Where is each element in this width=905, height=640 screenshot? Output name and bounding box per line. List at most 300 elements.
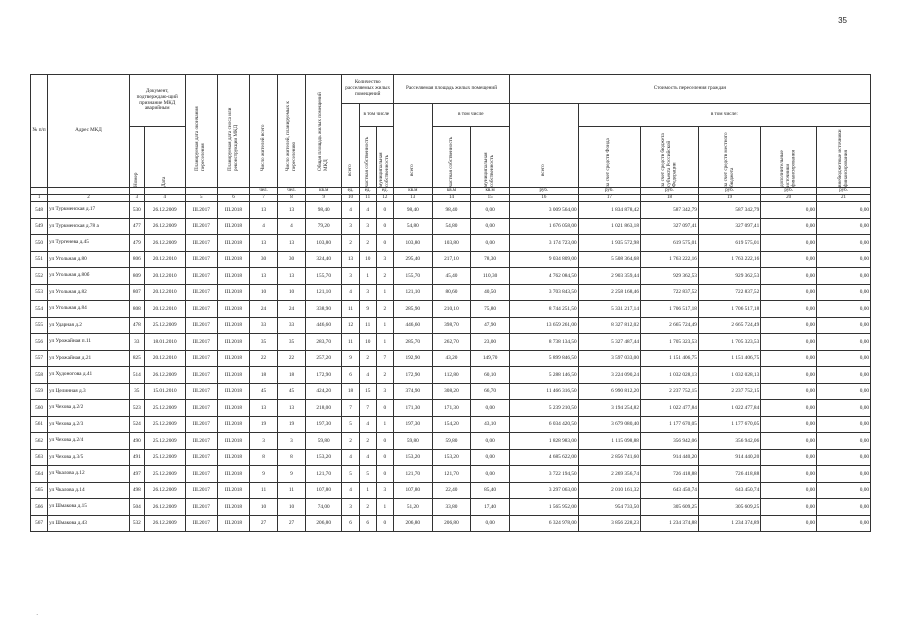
- table-cell: 25.12.2009: [144, 317, 185, 334]
- table-cell: 643 450,74: [640, 482, 698, 499]
- table-cell: 1: [359, 482, 376, 499]
- table-cell: 3 224 090,24: [578, 367, 640, 384]
- table-cell: 0,00: [817, 251, 871, 268]
- table-cell: 3: [359, 218, 376, 235]
- table-cell: 0,00: [761, 284, 817, 301]
- column-number-cell: 17: [578, 195, 640, 202]
- rooms-municipal-label: муниципальная собственность: [378, 152, 390, 187]
- table-row: [31, 499, 871, 516]
- table-cell: 171,30: [393, 400, 432, 417]
- unit-cell: [48, 188, 130, 195]
- header-cost-local: [698, 127, 760, 188]
- table-cell: 498: [129, 482, 144, 499]
- column-number-cell: 15: [471, 195, 510, 202]
- address-cell: ул Угольная д.80б: [48, 268, 130, 285]
- table-cell: 121,70: [432, 466, 471, 483]
- table-row: [31, 284, 871, 301]
- table-cell: 285,70: [393, 334, 432, 351]
- table-cell: 172,90: [393, 367, 432, 384]
- table-cell: 514: [129, 367, 144, 384]
- table-cell: 3: [376, 383, 393, 400]
- table-cell: 551: [31, 251, 48, 268]
- table-cell: 54,80: [393, 218, 432, 235]
- table-cell: 446,60: [305, 317, 342, 334]
- table-cell: 3: [376, 251, 393, 268]
- table-cell: 1 935 572,98: [578, 235, 640, 252]
- column-numbers-row: [31, 195, 871, 202]
- table-cell: 722 837,52: [640, 284, 698, 301]
- table-cell: 327 097,41: [698, 218, 760, 235]
- table-cell: 7: [359, 400, 376, 417]
- table-cell: 13: [250, 202, 278, 219]
- table-cell: 18.01.2010: [144, 334, 185, 351]
- table-cell: III.2017: [185, 268, 217, 285]
- table-cell: 308,20: [432, 383, 471, 400]
- table-cell: 587 342,79: [698, 202, 760, 219]
- address-cell: ул Чкалова д.12: [48, 466, 130, 483]
- table-cell: 497: [129, 466, 144, 483]
- table-cell: 3: [342, 268, 359, 285]
- table-row: [31, 350, 871, 367]
- column-number-cell: 4: [144, 195, 185, 202]
- table-cell: 0,00: [761, 482, 817, 499]
- table-cell: 2: [376, 301, 393, 318]
- table-cell: 4: [342, 482, 359, 499]
- table-cell: 0: [376, 515, 393, 532]
- table-cell: 1 705 323,53: [698, 334, 760, 351]
- table-cell: 0,00: [761, 466, 817, 483]
- table-cell: 12: [342, 317, 359, 334]
- table-cell: 295,40: [393, 251, 432, 268]
- header-rooms-private: [359, 127, 376, 188]
- table-cell: 9: [359, 301, 376, 318]
- table-cell: 33: [129, 334, 144, 351]
- table-cell: 26.12.2009: [144, 499, 185, 516]
- column-number-cell: 1: [31, 195, 48, 202]
- units-row: [31, 188, 871, 195]
- table-cell: 2: [359, 350, 376, 367]
- column-number-cell: 5: [185, 195, 217, 202]
- table-cell: 13: [250, 235, 278, 252]
- table-row: [31, 301, 871, 318]
- table-cell: 85,40: [471, 482, 510, 499]
- table-cell: 51,20: [393, 499, 432, 516]
- table-cell: 4 685 622,00: [509, 449, 578, 466]
- table-cell: 0,00: [817, 317, 871, 334]
- area-total-label: всего: [408, 163, 415, 176]
- table-cell: 33: [278, 317, 306, 334]
- table-cell: 103,80: [432, 235, 471, 252]
- unit-cell: чел.: [250, 188, 278, 195]
- table-cell: III.2018: [217, 515, 249, 532]
- table-cell: 8 744 251,50: [509, 301, 578, 318]
- column-number-cell: 16: [509, 195, 578, 202]
- table-cell: 155,70: [393, 268, 432, 285]
- table-cell: 45,40: [432, 268, 471, 285]
- table-row: [31, 317, 871, 334]
- table-cell: III.2018: [217, 383, 249, 400]
- table-cell: 11: [342, 301, 359, 318]
- table-cell: 25.12.2009: [144, 400, 185, 417]
- table-cell: III.2018: [217, 433, 249, 450]
- header-cost-incl: в том числе:: [578, 104, 870, 127]
- table-cell: 78,30: [471, 251, 510, 268]
- table-cell: 1 565 952,00: [509, 499, 578, 516]
- table-cell: III.2017: [185, 202, 217, 219]
- table-cell: III.2018: [217, 350, 249, 367]
- unit-cell: кв.м: [471, 188, 510, 195]
- unit-cell: [217, 188, 249, 195]
- table-cell: III.2017: [185, 334, 217, 351]
- table-row: [31, 334, 871, 351]
- table-row: [31, 400, 871, 417]
- table-cell: 557: [31, 350, 48, 367]
- unit-cell: [31, 188, 48, 195]
- unit-cell: кв.м: [432, 188, 471, 195]
- unit-cell: руб.: [640, 188, 698, 195]
- header-area-incl: в том числе: [432, 104, 509, 127]
- table-row: [31, 251, 871, 268]
- table-cell: 1 151 406,75: [698, 350, 760, 367]
- table-cell: 532: [129, 515, 144, 532]
- table-cell: 3: [359, 284, 376, 301]
- table-cell: 2 237 752,15: [640, 383, 698, 400]
- table-cell: 59,80: [432, 433, 471, 450]
- table-cell: 0,00: [761, 449, 817, 466]
- column-number-cell: 2: [48, 195, 130, 202]
- table-cell: 13: [250, 400, 278, 417]
- address-cell: ул Чкалова д.14: [48, 482, 130, 499]
- table-cell: 4: [342, 202, 359, 219]
- table-cell: 0,00: [761, 400, 817, 417]
- table-cell: III.2018: [217, 499, 249, 516]
- table-cell: 1: [376, 499, 393, 516]
- column-number-cell: 14: [432, 195, 471, 202]
- table-cell: 1 177 670,05: [698, 416, 760, 433]
- header-rooms-municipal: [376, 127, 393, 188]
- table-cell: 54,80: [432, 218, 471, 235]
- table-cell: III.2018: [217, 334, 249, 351]
- table-cell: 9: [250, 466, 278, 483]
- table-cell: 33: [250, 317, 278, 334]
- table-cell: 0,00: [817, 334, 871, 351]
- table-cell: 23,00: [471, 334, 510, 351]
- table-row: [31, 218, 871, 235]
- table-cell: 6: [342, 515, 359, 532]
- table-cell: 3 194 254,82: [578, 400, 640, 417]
- table-cell: 11 466 316,50: [509, 383, 578, 400]
- table-cell: 283,70: [305, 334, 342, 351]
- table-cell: III.2017: [185, 284, 217, 301]
- header-document: Документ, подтверждаю-щий признание МКД аварийным: [129, 75, 185, 127]
- table-cell: 149,70: [471, 350, 510, 367]
- table-row: [31, 433, 871, 450]
- table-cell: 112,80: [432, 367, 471, 384]
- table-cell: 0,00: [817, 301, 871, 318]
- table-row: [31, 367, 871, 384]
- table-cell: 2: [359, 499, 376, 516]
- table-cell: 338,90: [305, 301, 342, 318]
- table-cell: 0: [376, 218, 393, 235]
- table-cell: 0,00: [471, 218, 510, 235]
- table-cell: 155,70: [305, 268, 342, 285]
- table-cell: III.2018: [217, 284, 249, 301]
- header-rooms-count: Количество расселяемых жилых помещений: [342, 75, 394, 104]
- table-row: [31, 202, 871, 219]
- table-cell: 0: [376, 466, 393, 483]
- table-cell: 619 575,01: [698, 235, 760, 252]
- table-cell: III.2018: [217, 416, 249, 433]
- table-cell: III.2017: [185, 433, 217, 450]
- table-cell: 563: [31, 449, 48, 466]
- table-cell: 0,00: [471, 202, 510, 219]
- address-cell: ул Угольная д.84: [48, 301, 130, 318]
- table-cell: 0,00: [471, 235, 510, 252]
- table-cell: III.2017: [185, 499, 217, 516]
- column-number-cell: 13: [393, 195, 432, 202]
- header-rooms-total: [342, 104, 359, 188]
- table-cell: 2 010 161,32: [578, 482, 640, 499]
- table-cell: 192,90: [393, 350, 432, 367]
- address-cell: ул Шмакова д.15: [48, 499, 130, 516]
- address-cell: ул Худоногова д.41: [48, 367, 130, 384]
- table-cell: 13: [278, 202, 306, 219]
- table-cell: 5 288 146,50: [509, 367, 578, 384]
- residents-total-label: Число жителей всего: [259, 124, 266, 171]
- table-cell: 2 665 724,49: [640, 317, 698, 334]
- table-cell: 107,80: [393, 482, 432, 499]
- table-cell: 0,00: [817, 433, 871, 450]
- table-cell: 560: [31, 400, 48, 417]
- table-cell: 374,90: [393, 383, 432, 400]
- table-cell: 25.12.2009: [144, 449, 185, 466]
- table-cell: 0,00: [761, 383, 817, 400]
- table-cell: 0,00: [817, 499, 871, 516]
- table-cell: 262,70: [432, 334, 471, 351]
- table-cell: 530: [129, 202, 144, 219]
- table-cell: 40,50: [471, 284, 510, 301]
- header-area-municipal: [471, 127, 510, 188]
- table-cell: 2 665 724,49: [698, 317, 760, 334]
- table-cell: 5 508 364,68: [578, 251, 640, 268]
- table-cell: 6 990 812,20: [578, 383, 640, 400]
- table-cell: 587 342,79: [640, 202, 698, 219]
- table-cell: 0,00: [761, 301, 817, 318]
- table-cell: 552: [31, 268, 48, 285]
- table-cell: 1: [376, 317, 393, 334]
- table-cell: 13: [278, 400, 306, 417]
- table-cell: 0,00: [761, 433, 817, 450]
- table-cell: 3 722 194,50: [509, 466, 578, 483]
- table-cell: 25.12.2009: [144, 466, 185, 483]
- table-cell: 11: [342, 334, 359, 351]
- table-cell: 491: [129, 449, 144, 466]
- table-cell: 10: [359, 334, 376, 351]
- table-cell: 477: [129, 218, 144, 235]
- table-row: [31, 235, 871, 252]
- column-number-cell: 3: [129, 195, 144, 202]
- table-cell: 0,00: [817, 202, 871, 219]
- table-cell: 121,70: [393, 466, 432, 483]
- table-cell: III.2017: [185, 251, 217, 268]
- address-cell: ул Чехова д.3/5: [48, 449, 130, 466]
- table-cell: 567: [31, 515, 48, 532]
- table-cell: 722 837,52: [698, 284, 760, 301]
- table-cell: 562: [31, 433, 48, 450]
- header-cost-subject: [640, 127, 698, 188]
- table-cell: 0,00: [761, 235, 817, 252]
- table-row: [31, 268, 871, 285]
- table-cell: 35: [278, 334, 306, 351]
- table-cell: 5 327 487,44: [578, 334, 640, 351]
- table-cell: 1: [376, 416, 393, 433]
- header-residents-total: [250, 75, 278, 188]
- table-cell: 218,00: [305, 400, 342, 417]
- column-number-cell: 12: [376, 195, 393, 202]
- table-cell: 45: [278, 383, 306, 400]
- table-cell: 13 659 261,00: [509, 317, 578, 334]
- table-cell: 103,80: [393, 235, 432, 252]
- table-cell: III.2017: [185, 416, 217, 433]
- table-cell: 4: [278, 218, 306, 235]
- table-cell: 20.12.2010: [144, 284, 185, 301]
- table-cell: 1 234 374,89: [698, 515, 760, 532]
- table-cell: 0,00: [817, 482, 871, 499]
- address-cell: ул Урожайная д.21: [48, 350, 130, 367]
- table-cell: 9 034 809,00: [509, 251, 578, 268]
- table-cell: 2 269 356,74: [578, 466, 640, 483]
- table-cell: 8: [250, 449, 278, 466]
- table-cell: 22: [250, 350, 278, 367]
- unit-cell: [144, 188, 185, 195]
- table-cell: 929 362,53: [698, 268, 760, 285]
- table-cell: 217,10: [432, 251, 471, 268]
- table-cell: 5: [359, 466, 376, 483]
- table-cell: III.2018: [217, 268, 249, 285]
- table-cell: III.2018: [217, 400, 249, 417]
- table-cell: 566: [31, 499, 48, 516]
- table-cell: 0: [376, 449, 393, 466]
- table-cell: 15: [359, 383, 376, 400]
- table-cell: 424,20: [305, 383, 342, 400]
- area-private-label: частная собственность: [447, 136, 454, 187]
- address-cell: ул Целинная д.3: [48, 383, 130, 400]
- table-cell: 13: [250, 268, 278, 285]
- table-cell: 35: [250, 334, 278, 351]
- header-cost-extrabudget: [817, 127, 871, 188]
- table-cell: 26.12.2009: [144, 482, 185, 499]
- column-number-cell: 9: [305, 195, 342, 202]
- table-cell: 726 418,88: [698, 466, 760, 483]
- cost-subject-label: за счет средств бюджета субъекта Российской Федерации: [659, 133, 678, 187]
- cost-additional-label: дополнительные источники финансирования: [778, 150, 797, 187]
- table-cell: 0,00: [817, 449, 871, 466]
- table-cell: 2 856 741,60: [578, 449, 640, 466]
- table-cell: 13: [278, 268, 306, 285]
- table-cell: 2: [359, 235, 376, 252]
- table-row: [31, 466, 871, 483]
- table-cell: III.2017: [185, 367, 217, 384]
- column-number-cell: 11: [359, 195, 376, 202]
- table-cell: 305 609,25: [640, 499, 698, 516]
- table-cell: 20.12.2010: [144, 350, 185, 367]
- header-planned-demolition: [217, 75, 249, 188]
- column-number-cell: 20: [761, 195, 817, 202]
- table-cell: 0,00: [817, 416, 871, 433]
- table-cell: 0,00: [761, 499, 817, 516]
- unit-cell: руб.: [817, 188, 871, 195]
- table-cell: 0,00: [761, 367, 817, 384]
- table-cell: 0,00: [817, 284, 871, 301]
- page-number: 35: [838, 16, 847, 25]
- table-cell: 561: [31, 416, 48, 433]
- table-cell: III.2018: [217, 235, 249, 252]
- table-cell: 3 297 063,00: [509, 482, 578, 499]
- table-cell: 121,70: [305, 466, 342, 483]
- table-cell: 8 738 134,50: [509, 334, 578, 351]
- column-number-cell: 21: [817, 195, 871, 202]
- scribble-mark: ·: [36, 611, 39, 619]
- table-cell: 17,40: [471, 499, 510, 516]
- table-cell: 0,00: [471, 449, 510, 466]
- header-resettled-area: Расселяемая площадь жилых помещений: [393, 75, 509, 104]
- header-address: Адрес МКД: [48, 75, 130, 188]
- table-cell: 3: [376, 482, 393, 499]
- table-cell: 0,00: [817, 268, 871, 285]
- table-cell: 103,80: [305, 235, 342, 252]
- header-cost-fund: [578, 127, 640, 188]
- address-cell: ул Шмакова д.43: [48, 515, 130, 532]
- table-cell: 4: [342, 449, 359, 466]
- table-cell: 0,00: [761, 515, 817, 532]
- table-cell: 550: [31, 235, 48, 252]
- table-cell: III.2017: [185, 400, 217, 417]
- table-cell: 523: [129, 400, 144, 417]
- table-cell: 7: [342, 400, 359, 417]
- table-cell: 564: [31, 466, 48, 483]
- table-cell: III.2018: [217, 367, 249, 384]
- table-cell: 565: [31, 482, 48, 499]
- header-doc-date: [144, 127, 185, 188]
- table-cell: 5 331 217,14: [578, 301, 640, 318]
- table-cell: 10: [278, 499, 306, 516]
- table-cell: 153,20: [432, 449, 471, 466]
- table-cell: III.2017: [185, 301, 217, 318]
- table-cell: 18: [342, 383, 359, 400]
- table-cell: III.2017: [185, 482, 217, 499]
- table-cell: 2: [376, 367, 393, 384]
- table-cell: 1 234 374,88: [640, 515, 698, 532]
- table-cell: 3 597 033,00: [578, 350, 640, 367]
- unit-cell: [185, 188, 217, 195]
- table-cell: 809: [129, 268, 144, 285]
- table-cell: 98,40: [305, 202, 342, 219]
- table-cell: 35: [129, 383, 144, 400]
- table-cell: 398,70: [432, 317, 471, 334]
- rooms-total-label: всего: [346, 163, 353, 176]
- table-cell: 66,70: [471, 383, 510, 400]
- table-row: [31, 482, 871, 499]
- column-number-cell: 18: [640, 195, 698, 202]
- table-cell: 0,00: [817, 235, 871, 252]
- table-cell: 197,30: [393, 416, 432, 433]
- address-cell: ул Чехова д.2/2: [48, 400, 130, 417]
- table-cell: 1 763 222,16: [698, 251, 760, 268]
- table-cell: 2 258 168,46: [578, 284, 640, 301]
- table-cell: III.2017: [185, 449, 217, 466]
- unit-cell: руб.: [761, 188, 817, 195]
- table-cell: III.2018: [217, 317, 249, 334]
